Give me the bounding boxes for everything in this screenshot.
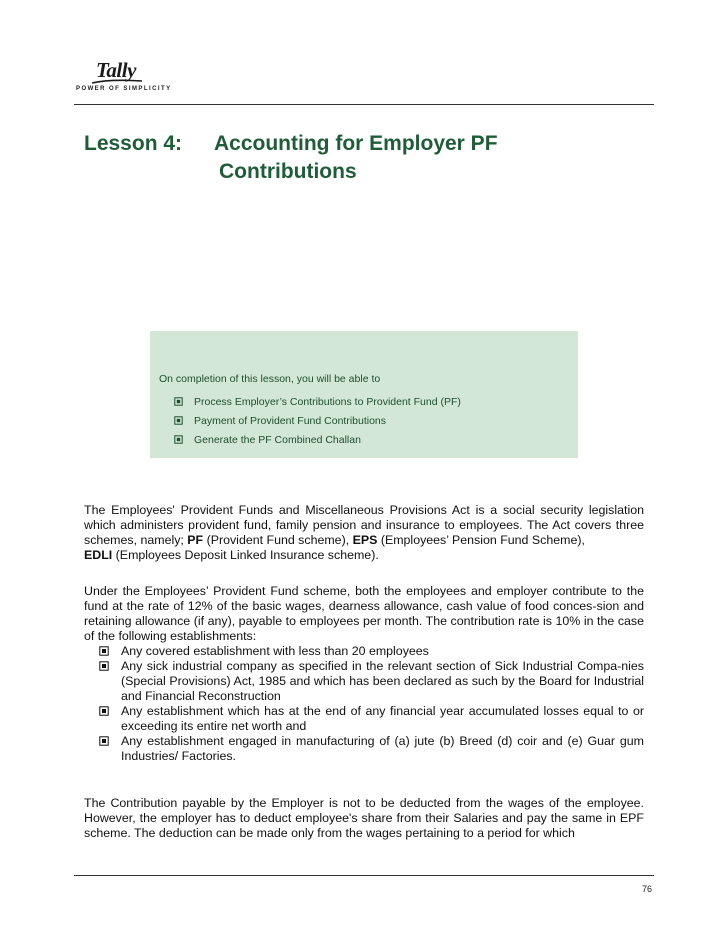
objectives-list [174,395,461,452]
lesson-title [84,130,498,186]
list-item: Any establishment which has at the end of any financial year accumulated losses equal to or exceeding its entire net worth and [84,704,644,734]
tally-logo [76,58,172,98]
pf-term: PF [187,533,204,547]
intro-paragraph: The Employees' Provident Funds and Miscellaneous Provisions Act is a social security legislation which administers provident fund, family pension and insurance to employees. The Act covers three schemes, namely; PF (Provident Fund scheme), EPS (Employees’ Pension Fund Scheme), EDLI (Employees Deposit Linked Insurance scheme). [84,503,644,562]
list-item: Any establishment engaged in manufacturing of (a) jute (b) Breed (d) coir and (e) Guar gum Industries/ Factories. [84,734,644,764]
lesson-label: Lesson 4: [84,132,183,155]
contribution-text: Under the Employees’ Provident Fund scheme, both the employees and employer contribute to the fund at the rate of 12% of the basic wages, dearness allowance, cash value of food conces-sion and retaining allowance (if any), payable to employees per month. The contribution rate is 10% in the case of the following establishments: [84,584,644,643]
objectives-intro: On completion of this lesson, you will be able to [159,373,381,385]
square-bullet-icon [174,397,183,406]
eps-term: EPS [352,533,378,547]
footer-rule [74,875,654,876]
square-bullet-icon [174,416,183,425]
establishments-list [84,644,644,764]
contribution-paragraph [84,584,644,764]
square-bullet-icon [99,646,109,656]
objective-item: Process Employer’s Contributions to Provident Fund (PF) [174,395,461,414]
page-number: 76 [641,884,652,894]
objectives-box [150,331,578,458]
edli-term: EDLI [84,548,113,562]
list-item: Any sick industrial company as specified in the relevant section of Sick Industrial Compa-nies (Special Provisions) Act, 1985 and which has been declared as such by the Board for Industrial and Financial Reconstruction [84,659,644,704]
lesson-title-line1: Accounting for Employer PF [214,132,498,155]
employer-contribution-paragraph: The Contribution payable by the Employer is not to be deducted from the wages of the employee. However, the employer has to deduct employee's share from their Salaries and pay the same in EPF scheme. The deduction can be made only from the wages pertaining to a period for which [84,796,644,840]
square-bullet-icon [174,435,183,444]
square-bullet-icon [99,736,109,746]
objective-item: Payment of Provident Fund Contributions [174,414,461,433]
logo-wordmark: Tally [96,58,136,82]
header-rule [74,104,654,105]
objective-item: Generate the PF Combined Challan [174,433,461,452]
logo-swoosh-icon [90,79,144,85]
square-bullet-icon [99,706,109,716]
lesson-title-line2: Contributions [219,160,357,183]
square-bullet-icon [99,661,109,671]
list-item: Any covered establishment with less than 20 employees [84,644,644,659]
logo-tagline: POWER OF SIMPLICITY [76,86,172,92]
